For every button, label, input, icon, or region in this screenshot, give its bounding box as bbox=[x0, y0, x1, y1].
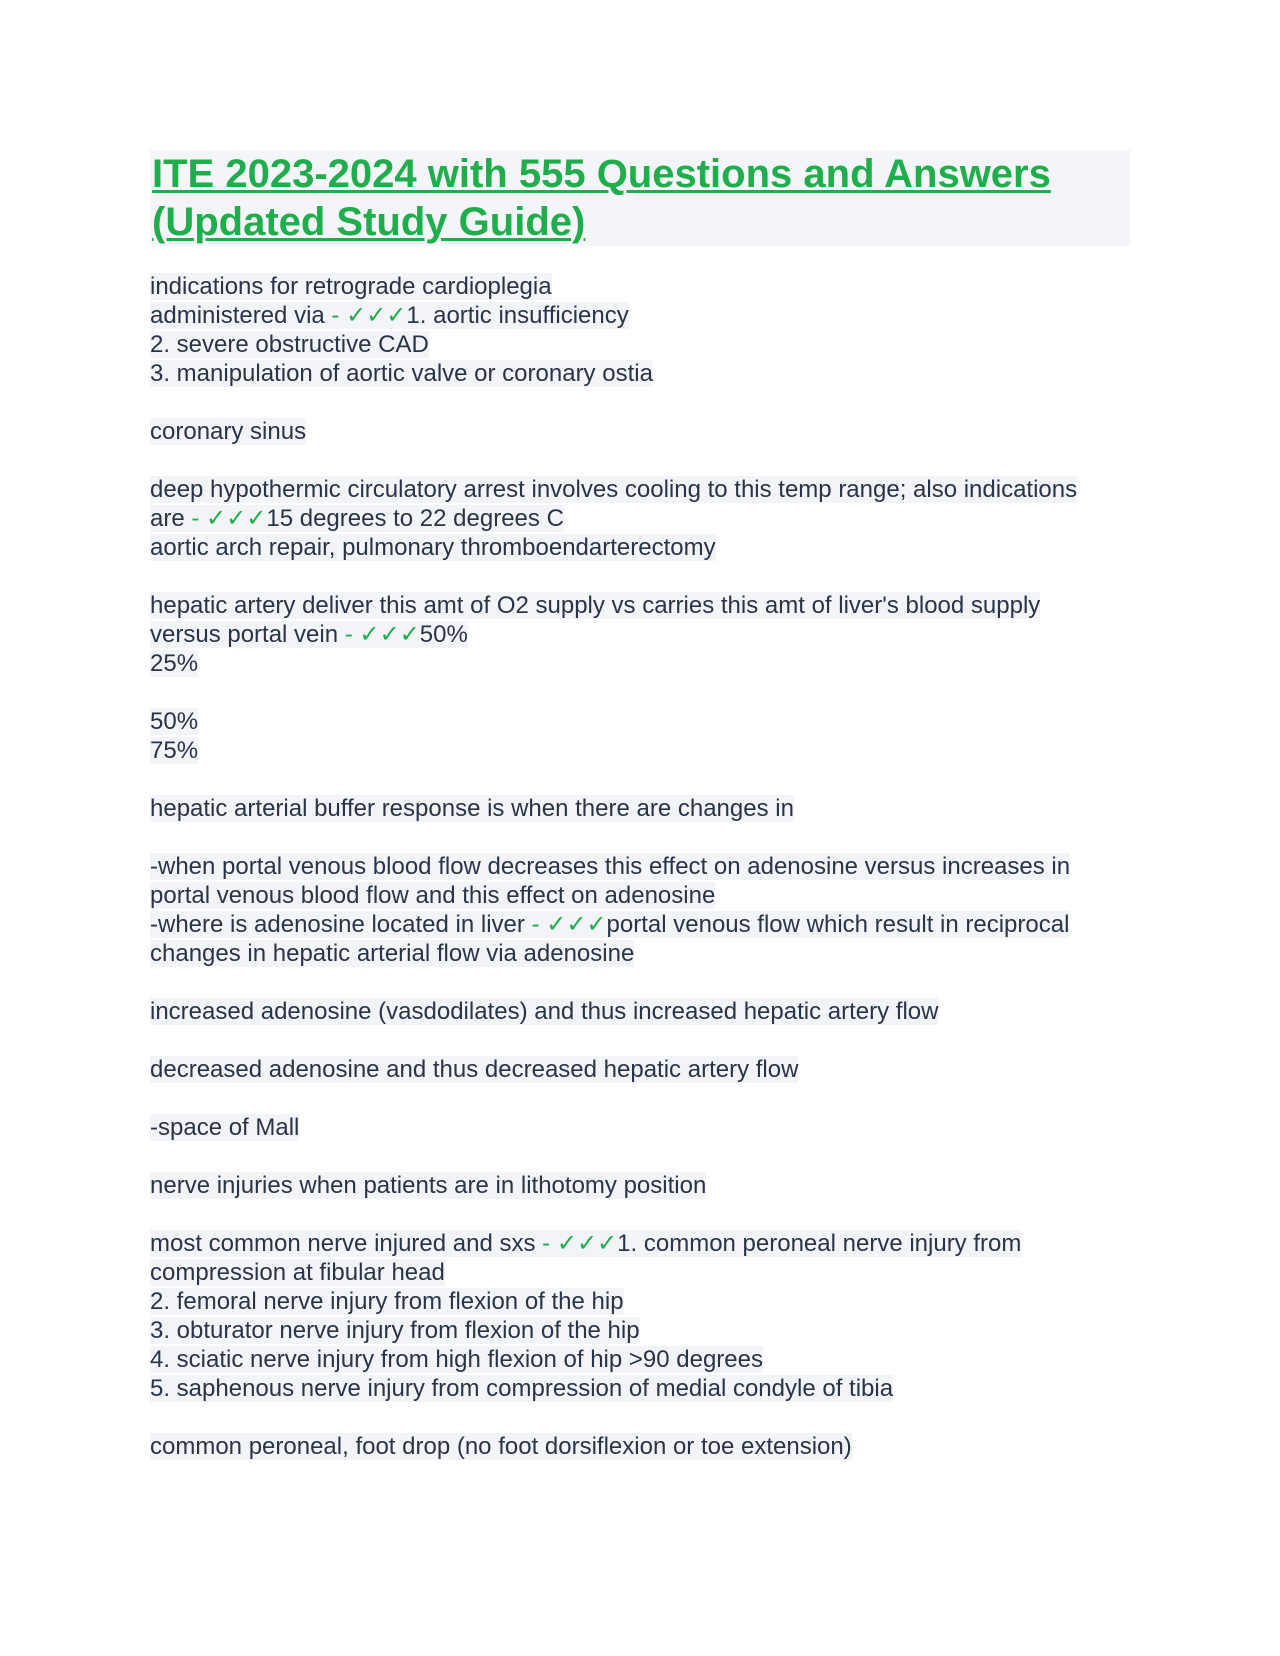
text-line bbox=[150, 301, 1130, 330]
question-text: increased adenosine (vasdodilates) and thus increased hepatic artery flow bbox=[150, 998, 939, 1025]
question-text: coronary sinus bbox=[150, 418, 307, 445]
question-text: most common nerve injured and sxs bbox=[150, 1230, 543, 1257]
question-text: 5. saphenous nerve injury from compression of medial condyle of tibia bbox=[150, 1375, 894, 1402]
question-text: administered via bbox=[150, 302, 332, 329]
question-text: versus portal vein bbox=[150, 621, 345, 648]
line-text bbox=[150, 1056, 798, 1083]
document-body bbox=[150, 272, 1130, 1461]
question-text: are bbox=[150, 505, 192, 532]
answer-check-marker: - ✓✓✓ bbox=[542, 1230, 618, 1257]
line-text bbox=[150, 708, 198, 735]
text-line bbox=[150, 1229, 1130, 1258]
blank-line bbox=[150, 446, 1130, 475]
question-text: aortic arch repair, pulmonary thromboendarterectomy bbox=[150, 534, 716, 561]
answer-text: 1. aortic insufficiency bbox=[406, 302, 629, 329]
line-text bbox=[150, 1346, 763, 1373]
text-line bbox=[150, 794, 1130, 823]
line-text bbox=[150, 621, 468, 648]
blank-line bbox=[150, 968, 1130, 997]
text-line bbox=[150, 272, 1130, 301]
text-line bbox=[150, 504, 1130, 533]
answer-text: 1. common peroneal nerve injury from bbox=[617, 1230, 1022, 1257]
question-text: 25% bbox=[150, 650, 199, 677]
question-text: portal venous blood flow and this effect on adenosine bbox=[150, 882, 716, 909]
text-line bbox=[150, 881, 1130, 910]
line-text bbox=[150, 1317, 640, 1344]
line-text bbox=[150, 360, 653, 387]
answer-text: portal venous flow which result in reciprocal bbox=[606, 911, 1070, 938]
answer-check-marker: - ✓✓✓ bbox=[191, 505, 267, 532]
line-text bbox=[150, 737, 198, 764]
line-text bbox=[150, 940, 634, 967]
text-line bbox=[150, 533, 1130, 562]
answer-check-marker: - ✓✓✓ bbox=[331, 302, 407, 329]
blank-line bbox=[150, 765, 1130, 794]
question-text: 3. manipulation of aortic valve or coronary ostia bbox=[150, 360, 653, 387]
question-text: 75% bbox=[150, 737, 199, 764]
question-text: changes in hepatic arterial flow via adenosine bbox=[150, 940, 635, 967]
text-line bbox=[150, 736, 1130, 765]
text-line bbox=[150, 852, 1130, 881]
answer-check-marker: - ✓✓✓ bbox=[344, 621, 420, 648]
line-text bbox=[150, 302, 629, 329]
line-text bbox=[150, 1230, 1021, 1257]
question-text: common peroneal, foot drop (no foot dorsiflexion or toe extension) bbox=[150, 1433, 852, 1460]
text-line bbox=[150, 1258, 1130, 1287]
question-text: hepatic arterial buffer response is when there are changes in bbox=[150, 795, 794, 822]
blank-line bbox=[150, 1403, 1130, 1432]
line-text bbox=[150, 795, 794, 822]
text-line bbox=[150, 359, 1130, 388]
blank-line bbox=[150, 1200, 1130, 1229]
title-line-1[interactable]: ITE 2023-2024 with 555 Questions and Answers bbox=[152, 152, 1051, 196]
line-text bbox=[150, 853, 1070, 880]
question-text: compression at fibular head bbox=[150, 1259, 445, 1286]
text-line bbox=[150, 591, 1130, 620]
line-text bbox=[150, 505, 564, 532]
line-text bbox=[150, 418, 306, 445]
question-text: 2. severe obstructive CAD bbox=[150, 331, 429, 358]
line-text bbox=[150, 1172, 706, 1199]
blank-line bbox=[150, 562, 1130, 591]
question-text: 3. obturator nerve injury from flexion of the hip bbox=[150, 1317, 640, 1344]
question-text: hepatic artery deliver this amt of O2 supply vs carries this amt of liver's blood supply bbox=[150, 592, 1041, 619]
line-text bbox=[150, 650, 198, 677]
text-line bbox=[150, 1374, 1130, 1403]
line-text bbox=[150, 1433, 852, 1460]
question-text: -when portal venous blood flow decreases this effect on adenosine versus increases in bbox=[150, 853, 1071, 880]
line-text bbox=[150, 911, 1069, 938]
line-text bbox=[150, 592, 1040, 619]
line-text bbox=[150, 882, 715, 909]
document-page bbox=[150, 150, 1130, 1461]
question-text: -where is adenosine located in liver bbox=[150, 911, 532, 938]
text-line bbox=[150, 1171, 1130, 1200]
blank-line bbox=[150, 1084, 1130, 1113]
blank-line bbox=[150, 1142, 1130, 1171]
text-line bbox=[150, 417, 1130, 446]
line-text bbox=[150, 331, 429, 358]
line-text bbox=[150, 273, 552, 300]
text-line bbox=[150, 707, 1130, 736]
blank-line bbox=[150, 678, 1130, 707]
document-title bbox=[150, 150, 1130, 246]
question-text: 2. femoral nerve injury from flexion of the hip bbox=[150, 1288, 624, 1315]
text-line bbox=[150, 330, 1130, 359]
text-line bbox=[150, 620, 1130, 649]
question-text: indications for retrograde cardioplegia bbox=[150, 273, 552, 300]
line-text bbox=[150, 1375, 893, 1402]
text-line bbox=[150, 1432, 1130, 1461]
text-line bbox=[150, 1287, 1130, 1316]
answer-check-marker: - ✓✓✓ bbox=[531, 911, 607, 938]
blank-line bbox=[150, 823, 1130, 852]
question-text: nerve injuries when patients are in lithotomy position bbox=[150, 1172, 707, 1199]
text-line bbox=[150, 1055, 1130, 1084]
text-line bbox=[150, 1113, 1130, 1142]
question-text: deep hypothermic circulatory arrest involves cooling to this temp range; also indications bbox=[150, 476, 1078, 503]
question-text: decreased adenosine and thus decreased hepatic artery flow bbox=[150, 1056, 799, 1083]
line-text bbox=[150, 998, 938, 1025]
text-line bbox=[150, 910, 1130, 939]
question-text: -space of Mall bbox=[150, 1114, 300, 1141]
line-text bbox=[150, 1114, 299, 1141]
question-text: 50% bbox=[150, 708, 199, 735]
text-line bbox=[150, 997, 1130, 1026]
answer-text: 15 degrees to 22 degrees C bbox=[266, 505, 564, 532]
line-text bbox=[150, 476, 1077, 503]
text-line bbox=[150, 649, 1130, 678]
blank-line bbox=[150, 1026, 1130, 1055]
text-line bbox=[150, 1345, 1130, 1374]
answer-text: 50% bbox=[419, 621, 468, 648]
text-line bbox=[150, 1316, 1130, 1345]
text-line bbox=[150, 939, 1130, 968]
question-text: 4. sciatic nerve injury from high flexion of hip >90 degrees bbox=[150, 1346, 763, 1373]
text-line bbox=[150, 475, 1130, 504]
title-line-2[interactable]: (Updated Study Guide) bbox=[152, 200, 586, 244]
line-text bbox=[150, 534, 716, 561]
line-text bbox=[150, 1259, 445, 1286]
blank-line bbox=[150, 388, 1130, 417]
line-text bbox=[150, 1288, 624, 1315]
